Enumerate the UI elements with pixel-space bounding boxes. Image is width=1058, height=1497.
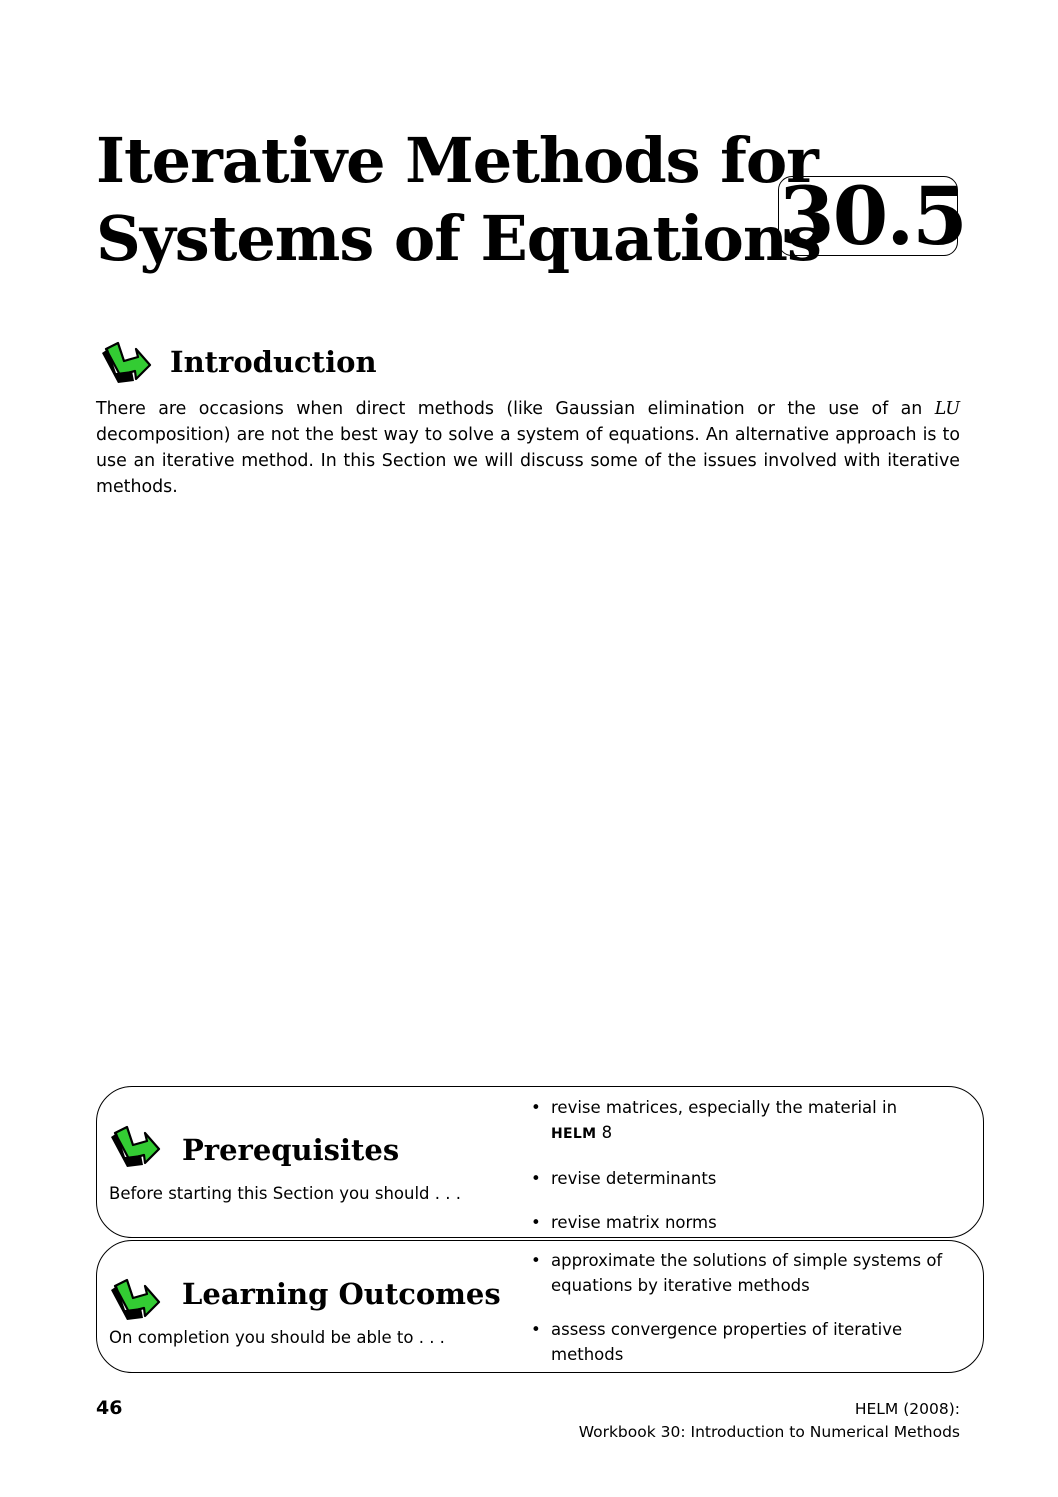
- green-arrow-icon: [98, 335, 154, 387]
- introduction-heading: Introduction: [170, 345, 377, 379]
- list-item: • approximate the solutions of simple systems of equations by iterative methods: [529, 1248, 949, 1298]
- footer-line-2: Workbook 30: Introduction to Numerical Methods: [578, 1423, 960, 1441]
- learning-outcomes-box: [96, 1240, 984, 1373]
- list-item: • revise matrices, especially the material in HELM 8: [529, 1095, 969, 1147]
- intro-math-lu: LU: [934, 399, 960, 419]
- footer-citation: [579, 1398, 960, 1444]
- section-number-badge: 30.5: [779, 169, 966, 263]
- helm-badge: HELM: [551, 1126, 597, 1142]
- list-item: • revise determinants: [529, 1166, 969, 1191]
- introduction-text: [96, 396, 960, 500]
- list-item: • revise matrix norms: [529, 1210, 969, 1235]
- footer-line-1: HELM (2008):: [854, 1400, 960, 1418]
- page-title: [96, 122, 821, 278]
- intro-text-part-2: decomposition) are not the best way to solve a system of equations. An alternative approach is to use an iterative method. In this Section we will discuss some of the issues involved with iterative methods.: [96, 425, 960, 497]
- list-item: • assess convergence properties of iterative methods: [529, 1317, 931, 1367]
- prerequisites-heading: Prerequisites: [182, 1133, 400, 1167]
- green-arrow-icon: [107, 1119, 163, 1171]
- learning-outcomes-list: [529, 1248, 949, 1367]
- intro-text-part-1: There are occasions when direct methods (like Gaussian elimination or the use of an: [96, 399, 935, 419]
- prerequisites-subtext: Before starting this Section you should . . .: [109, 1184, 461, 1203]
- title-line-2: Systems of Equations: [96, 202, 821, 275]
- prerequisites-list: [529, 1095, 969, 1235]
- learning-outcomes-heading: Learning Outcomes: [182, 1277, 501, 1311]
- title-line-1: Iterative Methods for: [96, 124, 818, 197]
- prerequisites-box: [96, 1086, 984, 1238]
- green-arrow-icon: [107, 1272, 163, 1324]
- page-number: 46: [96, 1397, 123, 1419]
- learning-outcomes-subtext: On completion you should be able to . . .: [109, 1328, 445, 1347]
